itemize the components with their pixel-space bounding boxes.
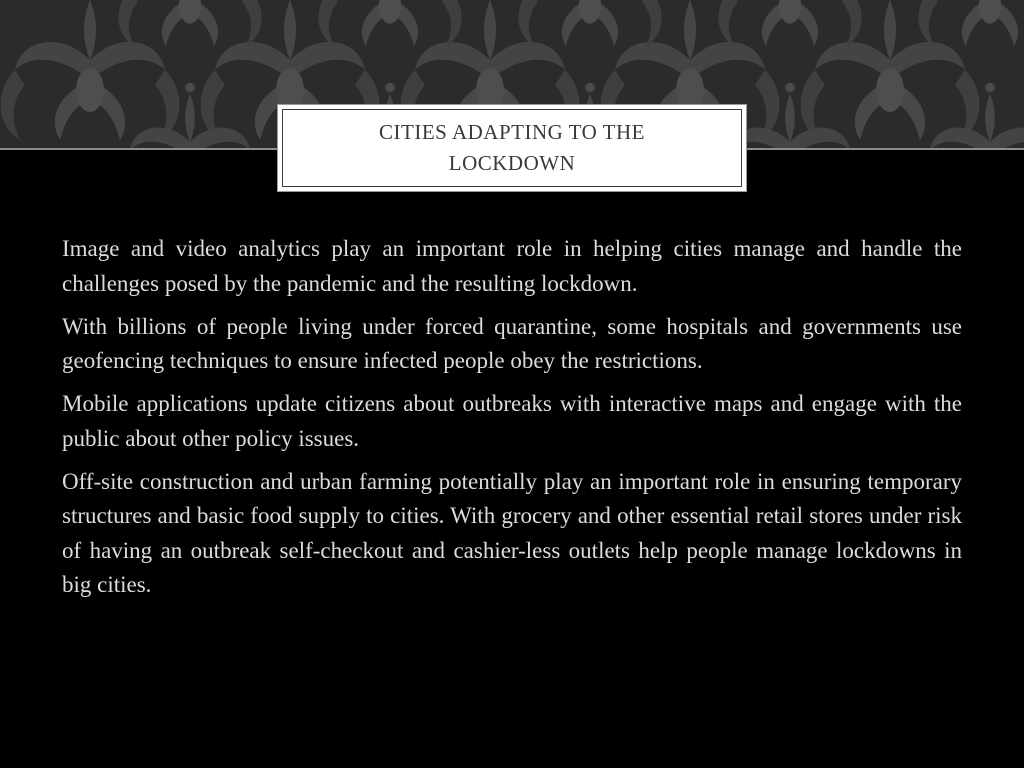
body-paragraph: Off-site construction and urban farming potentially play an important role in ensuring temporary structures and basic food supply to cities. With grocery and other essential retail stores under risk of having an outbreak self-checkout and cashier-less outlets help people manage lockdowns in big cities. [62,468,962,597]
body-paragraph: Mobile applications update citizens about outbreaks with interactive maps and engage with the public about other policy issues. [62,391,962,451]
title-inner-frame [282,109,742,187]
body-paragraph: With billions of people living under forced quarantine, some hospitals and governments use geofencing techniques to ensure infected people obey the restrictions. [62,313,962,373]
slide-title: CITIES ADAPTING TO THE LOCKDOWN [379,120,645,175]
title-frame [277,104,747,192]
slide-body [62,232,962,611]
body-paragraph: Image and video analytics play an important role in helping cities manage and handle the challenges posed by the pandemic and the resulting lockdown. [62,236,962,296]
